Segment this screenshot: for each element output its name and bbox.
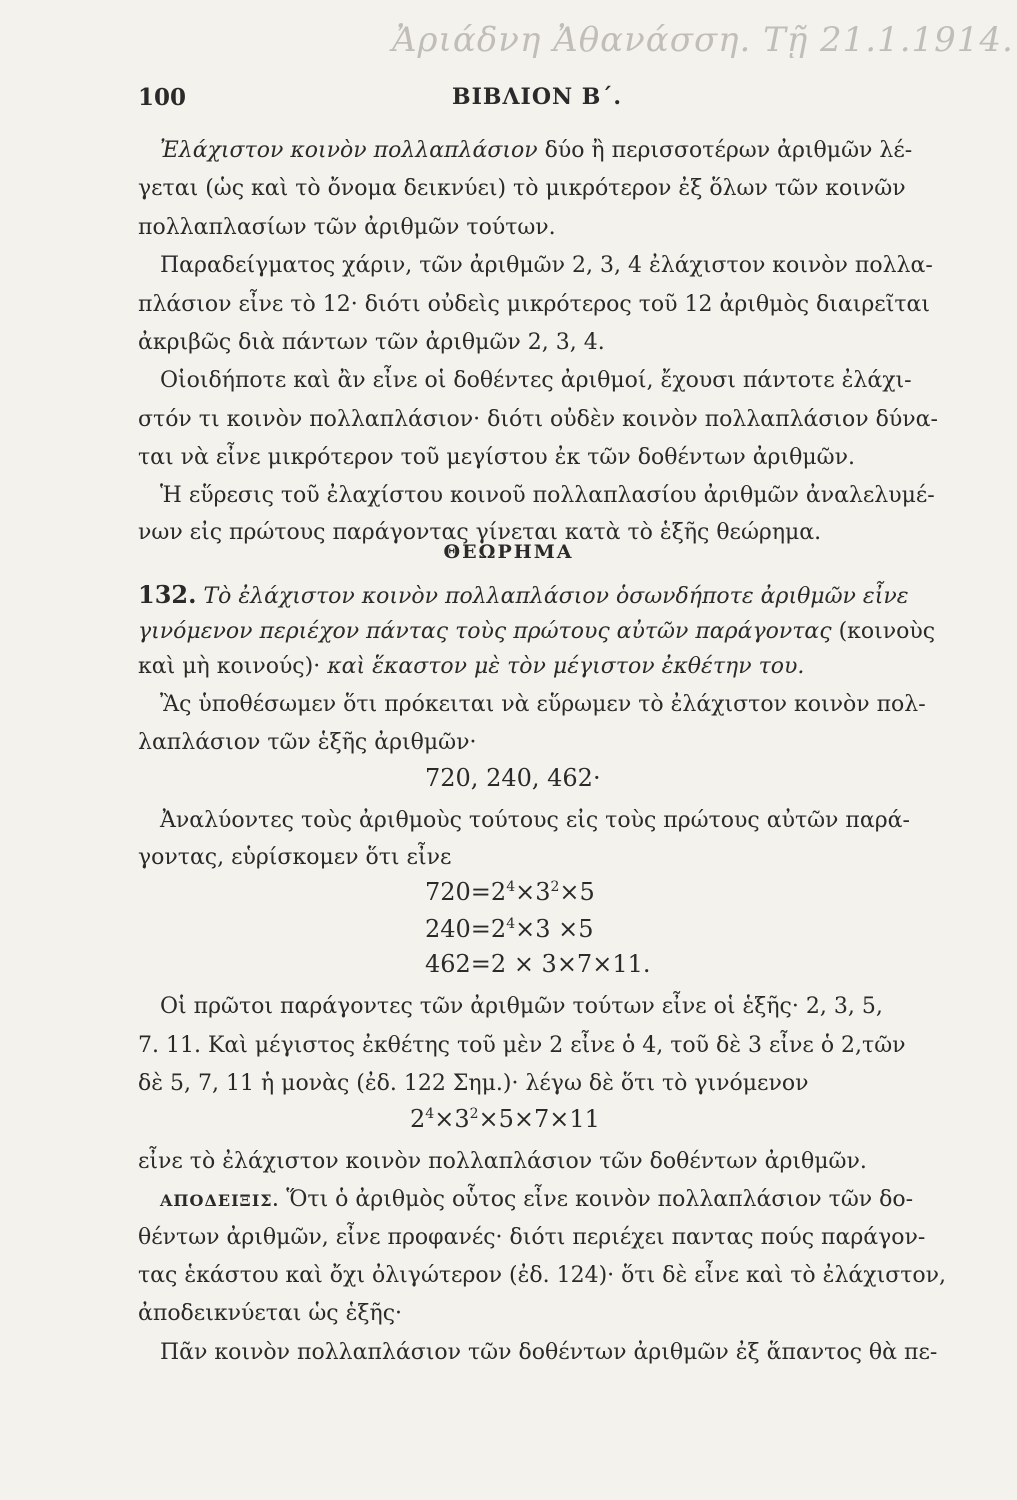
italic-term: Ἐλάχιστον κοινὸν πολλαπλάσιον bbox=[160, 138, 538, 163]
exponent: 2 bbox=[469, 1106, 479, 1122]
text-line: στόν τι κοινὸν πολλαπλάσιον· διότι οὐδὲν κοινὸν πολλαπλάσιον δύνα- bbox=[138, 407, 938, 432]
numbers-example: 720, 240, 462· bbox=[425, 764, 601, 792]
theorem-heading: ΘΕΩΡΗΜΑ bbox=[443, 541, 574, 563]
factorization-equation: 462=2 × 3×7×11. bbox=[425, 950, 651, 978]
factorization-equation bbox=[425, 878, 595, 906]
product-expression bbox=[410, 1105, 600, 1133]
running-head: ΒΙΒΛΙΟΝ Β΄. bbox=[452, 84, 623, 110]
eq-text: ×3 bbox=[515, 878, 551, 906]
exponent: 4 bbox=[506, 879, 516, 895]
exponent: 4 bbox=[425, 1106, 435, 1122]
text-line: τας ἑκάστου καὶ ὄχι ὀλιγώτερον (ἐδ. 124)· ὅτι δὲ εἶνε καὶ τὸ ἐλάχιστον, bbox=[138, 1263, 947, 1288]
text-line: πολλαπλασίων τῶν ἀριθμῶν τούτων. bbox=[138, 215, 556, 240]
text-line: 7. 11. Καὶ μέγιστος ἐκθέτης τοῦ μὲν 2 εἶνε ὁ 4, τοῦ δὲ 3 εἶνε ὁ 2,τῶν bbox=[138, 1033, 906, 1058]
text-line: Ἡ εὕρεσις τοῦ ἐλαχίστου κοινοῦ πολλαπλασίου ἀριθμῶν ἀναλελυμέ- bbox=[160, 483, 935, 508]
text-line: πλάσιον εἶνε τὸ 12· διότι οὐδεὶς μικρότερος τοῦ 12 ἀριθμὸς διαιρεῖται bbox=[138, 292, 930, 317]
text-run: Ὅτι ὁ ἀριθμὸς οὗτος εἶνε κοινὸν πολλαπλάσιον τῶν δο- bbox=[286, 1187, 914, 1212]
text-line: Ἂς ὑποθέσωμεν ὅτι πρόκειται νὰ εὕρωμεν τὸ ἐλάχιστον κοινὸν πολ- bbox=[160, 692, 926, 717]
exponent: 4 bbox=[506, 916, 516, 932]
text-line bbox=[138, 580, 908, 612]
text-run: καὶ μὴ κοινούς)· bbox=[138, 654, 321, 679]
text-line: ται νὰ εἶνε μικρότερον τοῦ μεγίστου ἐκ τῶν δοθέντων ἀριθμῶν. bbox=[138, 445, 855, 470]
text-line: Παραδείγματος χάριν, τῶν ἀριθμῶν 2, 3, 4 ἐλάχιστον κοινὸν πολλα- bbox=[160, 253, 933, 278]
theorem-statement: καὶ ἕκαστον μὲ τὸν μέγιστον ἐκθέτην του. bbox=[327, 654, 805, 679]
text-line: Ἀναλύοντες τοὺς ἀριθμοὺς τούτους εἰς τοὺς πρώτους αὐτῶν παρά- bbox=[160, 808, 910, 833]
eq-text: ×5×7×11 bbox=[478, 1105, 600, 1133]
text-line: ἀποδεικνύεται ὡς ἑξῆς· bbox=[138, 1301, 403, 1326]
eq-text: 240=2 bbox=[425, 915, 507, 943]
text-run: (κοινοὺς bbox=[838, 619, 936, 644]
text-line: δὲ 5, 7, 11 ἡ μονὰς (ἐδ. 122 Σημ.)· λέγω δὲ ὅτι τὸ γινόμενον bbox=[138, 1071, 809, 1096]
eq-text: 2 bbox=[410, 1105, 426, 1133]
proof-label: ΑΠΟΔΕΙΞΙΣ. bbox=[160, 1191, 280, 1210]
text-line bbox=[160, 136, 913, 166]
page-number: 100 bbox=[138, 84, 187, 111]
text-line: Οἱοιδήποτε καὶ ἂν εἶνε οἱ δοθέντες ἀριθμοί, ἔχουσι πάντοτε ἐλάχι- bbox=[160, 368, 912, 393]
text-line bbox=[138, 652, 908, 682]
text-line: λαπλάσιον τῶν ἑξῆς ἀριθμῶν· bbox=[138, 730, 477, 755]
eq-text: ×3 bbox=[434, 1105, 470, 1133]
eq-text: ×5 bbox=[559, 878, 595, 906]
text-line: γεται (ὡς καὶ τὸ ὄνομα δεικνύει) τὸ μικρότερον ἐξ ὅλων τῶν κοινῶν bbox=[138, 176, 906, 201]
text-line: θέντων ἀριθμῶν, εἶνε προφανές· διότι περιέχει παντας πούς παράγον- bbox=[138, 1225, 926, 1250]
text-line bbox=[138, 617, 936, 647]
eq-text: ×3 ×5 bbox=[515, 915, 594, 943]
factorization-equation bbox=[425, 915, 594, 943]
text-line: εἶνε τὸ ἐλάχιστον κοινὸν πολλαπλάσιον τῶν δοθέντων ἀριθμῶν. bbox=[138, 1149, 867, 1174]
theorem-statement: Τὸ ἐλάχιστον κοινὸν πολλαπλάσιον ὁσωνδήποτε ἀριθμῶν εἶνε bbox=[203, 584, 909, 609]
text-line: γοντας, εὑρίσκομεν ὅτι εἶνε bbox=[138, 845, 452, 870]
eq-text: 720=2 bbox=[425, 878, 507, 906]
text-run: δύο ἢ περισσοτέρων ἀριθμῶν λέ- bbox=[544, 138, 913, 163]
text-line: νων εἰς πρώτους παράγοντας γίνεται κατὰ τὸ ἑξῆς θεώρημα. bbox=[138, 520, 822, 545]
text-line bbox=[160, 1185, 914, 1216]
text-line: Πᾶν κοινὸν πολλαπλάσιον τῶν δοθέντων ἀριθμῶν ἐξ ἅπαντος θὰ πε- bbox=[160, 1340, 938, 1365]
section-number: 132. bbox=[138, 580, 197, 609]
text-line: Οἱ πρῶτοι παράγοντες τῶν ἀριθμῶν τούτων εἶνε οἱ ἑξῆς· 2, 3, 5, bbox=[160, 994, 883, 1019]
text-line: ἀκριβῶς διὰ πάντων τῶν ἀριθμῶν 2, 3, 4. bbox=[138, 330, 605, 355]
exponent: 2 bbox=[550, 879, 560, 895]
theorem-statement: γινόμενον περιέχον πάντας τοὺς πρώτους αὐτῶν παράγοντας bbox=[138, 619, 832, 644]
handwritten-inscription: Ἀριάδνη Ἀθανάσση. Τῇ 21.1.1914. bbox=[392, 20, 1014, 60]
